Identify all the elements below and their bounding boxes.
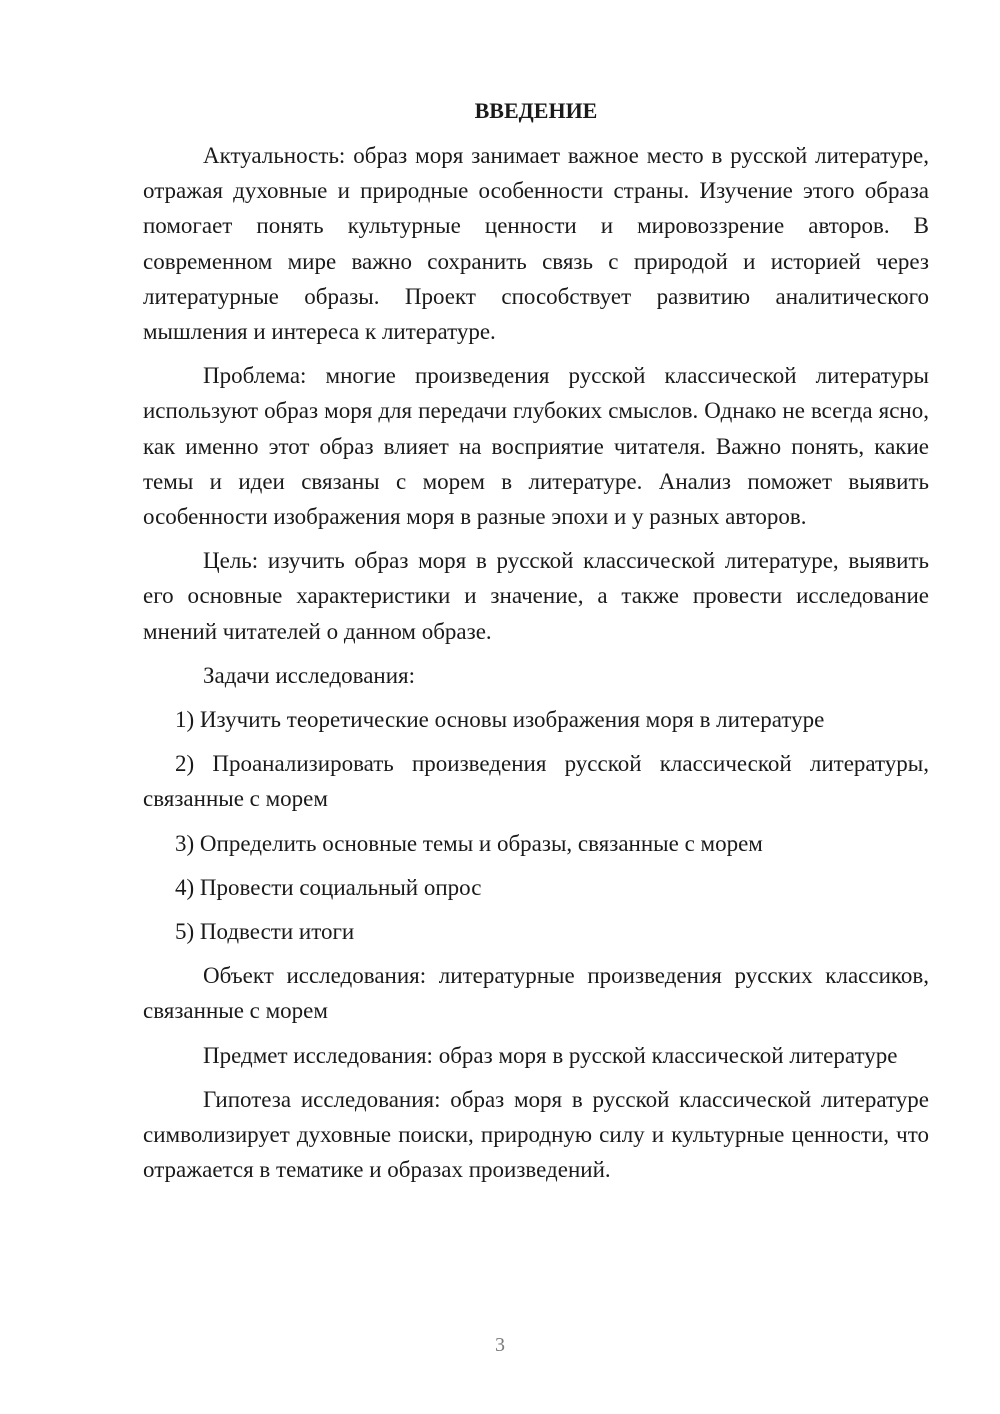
paragraph-relevance: Актуальность: образ моря занимает важное место в русской литературе, отражая духовные и природные особенности страны. Изучение этого образа помогает понять культурные ценности и мировоззрение авторов. В современном мире важно сохранить связь с природой и историей через литературные образы. Проект способствует развитию аналитического мышления и интереса к литературе.	[143, 143, 929, 345]
page-title: ВВЕДЕНИЕ	[474, 98, 598, 123]
task-item: 2) Проанализировать произведения русской классической литературы, связанные с морем	[143, 751, 929, 812]
paragraph-goal: Цель: изучить образ моря в русской классической литературе, выявить его основные характеристики и значение, а также провести исследование мнений читателей о данном образе.	[143, 548, 929, 644]
paragraph-object: Объект исследования: литературные произведения русских классиков, связанные с морем	[143, 963, 929, 1024]
task-item: 4) Провести социальный опрос	[175, 874, 482, 900]
task-item: 1) Изучить теоретические основы изображения моря в литературе	[175, 707, 825, 733]
page-number: 3	[495, 1334, 505, 1356]
page-content	[143, 97, 929, 1196]
task-item: 3) Определить основные темы и образы, связанные с морем	[175, 830, 763, 856]
tasks-list	[143, 702, 929, 949]
task-item: 5) Подвести итоги	[175, 919, 355, 945]
tasks-heading: Задачи исследования:	[203, 662, 416, 688]
paragraph-problem: Проблема: многие произведения русской классической литературы используют образ моря для передачи глубоких смыслов. Однако не всегда ясно, как именно этот образ влияет на восприятие читателя. Важно понять, какие темы и идеи связаны с морем в литературе. Анализ поможет выявить особенности изображения моря в разные эпохи и у разных авторов.	[143, 363, 929, 530]
paragraph-hypothesis: Гипотеза исследования: образ моря в русской классической литературе символизирует духовные поиски, природную силу и культурные ценности, что отражается в тематике и образах произведений.	[143, 1086, 929, 1183]
paragraph-subject: Предмет исследования: образ моря в русской классической литературе	[203, 1042, 898, 1068]
